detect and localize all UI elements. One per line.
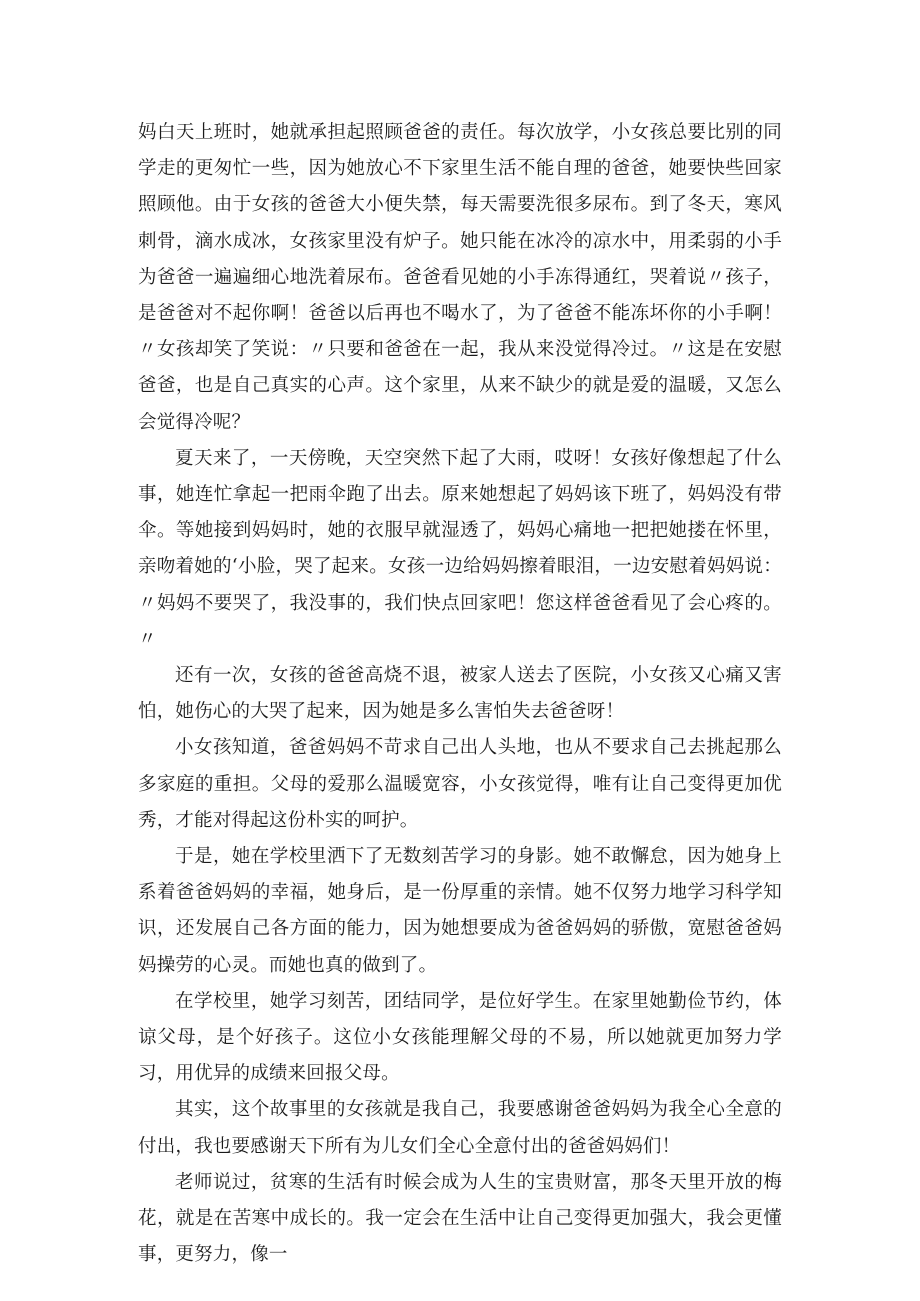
paragraph-continued: 妈白天上班时，她就承担起照顾爸爸的责任。每次放学，小女孩总要比别的同学走的更匆忙一些，因为她放心不下家里生活不能自理的爸爸，她要快些回家照顾他。由于女孩的爸爸大小便失禁，每天需要洗很多尿布。到了冬天，寒风刺骨，滴水成冰，女孩家里没有炉子。她只能在冰冷的凉水中，用柔弱的小手为爸爸一遍遍细心地洗着尿布。爸爸看见她的小手冻得通红，哭着说〃孩子，是爸爸对不起你啊！爸爸以后再也不喝水了，为了爸爸不能冻坏你的小手啊！〃女孩却笑了笑说：〃只要和爸爸在一起，我从来没觉得冷过。〃这是在安慰爸爸，也是自己真实的心声。这个家里，从来不缺少的就是爱的温暖，又怎么会觉得冷呢？: [138, 122, 782, 433]
paragraph-study-hard: 于是，她在学校里洒下了无数刻苦学习的身影。她不敢懈怠，因为她身上系着爸爸妈妈的幸福，她身后，是一份厚重的亲情。她不仅努力地学习科学知识，还发展自己各方面的能力，因为她想要成为爸爸妈妈的骄傲，宽慰爸爸妈妈操劳的心灵。而她也真的做到了。: [138, 846, 782, 976]
paragraph-teacher-said: 老师说过，贫寒的生活有时候会成为人生的宝贵财富，那冬天里开放的梅花，就是在苦寒中成长的。我一定会在生活中让自己变得更加强大，我会更懂事，更努力，像一: [138, 1171, 782, 1266]
paragraph-hospital: 还有一次，女孩的爸爸高烧不退，被家人送去了医院，小女孩又心痛又害怕，她伤心的大哭了起来，因为她是多么害怕失去爸爸呀！: [138, 665, 782, 723]
article-body: [138, 115, 782, 1274]
paragraph-gratitude: 其实，这个故事里的女孩就是我自己，我要感谢爸爸妈妈为我全心全意的付出，我也要感谢天下所有为儿女们全心全意付出的爸爸妈妈们！: [138, 1099, 782, 1157]
paragraph-summer-rain: 夏天来了，一天傍晚，天空突然下起了大雨，哎呀！女孩好像想起了什么事，她连忙拿起一把雨伞跑了出去。原来她想起了妈妈该下班了，妈妈没有带伞。等她接到妈妈时，她的衣服早就湿透了，妈妈心痛地一把把她搂在怀里，亲吻着她的‘小脸，哭了起来。女孩一边给妈妈擦着眼泪，一边安慰着妈妈说：〃妈妈不要哭了，我没事的，我们快点回家吧！您这样爸爸看见了会心疼的。〃: [138, 447, 782, 650]
paragraph-good-student: 在学校里，她学习刻苦，团结同学，是位好学生。在家里她勤俭节约，体谅父母，是个好孩子。这位小女孩能理解父母的不易，所以她就更加努力学习，用优异的成绩来回报父母。: [138, 990, 782, 1085]
paragraph-parents-love: 小女孩知道，爸爸妈妈不苛求自己出人头地，也从不要求自己去挑起那么多家庭的重担。父母的爱那么温暖宽容，小女孩觉得，唯有让自己变得更加优秀，才能对得起这份朴实的呵护。: [138, 737, 782, 831]
